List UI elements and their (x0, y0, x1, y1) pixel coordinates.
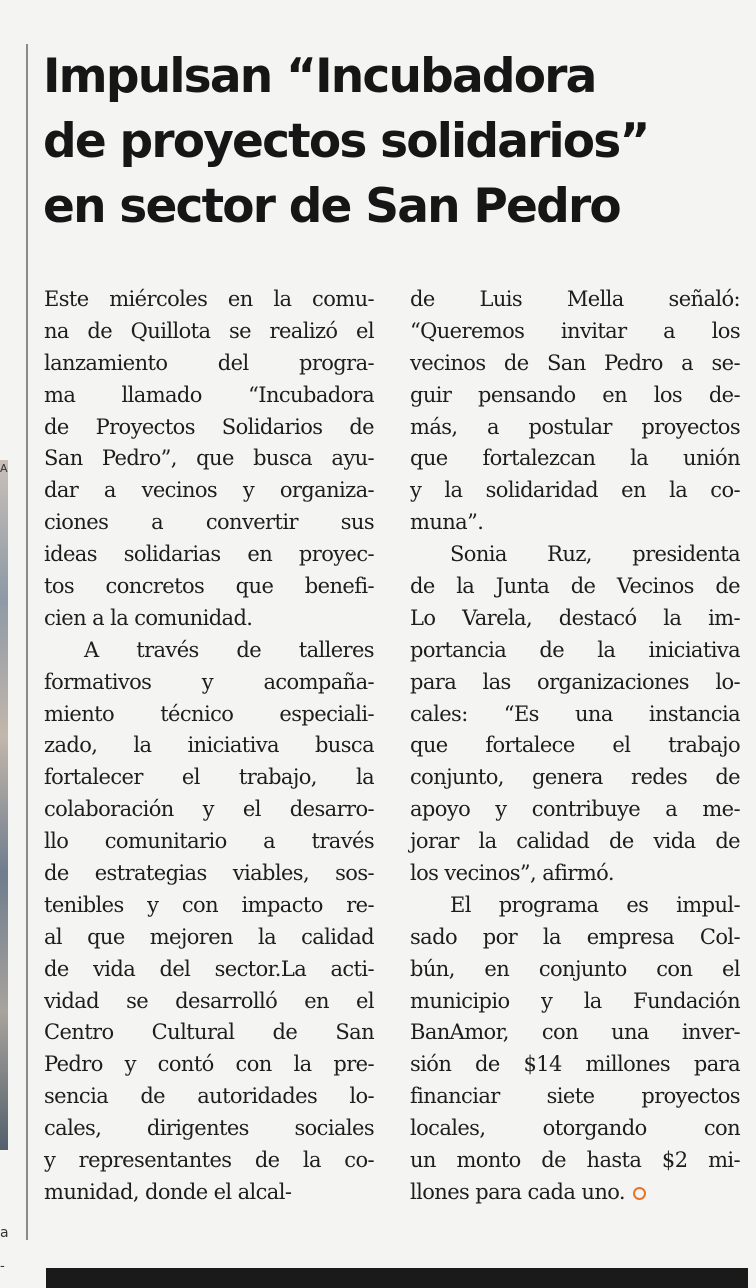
adjacent-photo-edge (0, 460, 8, 1150)
article-column-left (44, 284, 374, 1209)
article-text-line: bún, en conjunto con el (410, 956, 740, 981)
article-text-line: jorar la calidad de vida de (410, 829, 740, 854)
adjacent-text-fragment-bottom: a (0, 1225, 9, 1241)
headline-line: de proyectos solidarios” (43, 114, 649, 169)
article-text-line: municipio y la Fundación (410, 988, 740, 1013)
article-text-line: portancia de la iniciativa (410, 637, 740, 662)
article-text-line: San Pedro”, que busca ayu- (44, 446, 374, 471)
article-text-line: miento técnico especiali- (44, 701, 374, 726)
article-text-line: vecinos de San Pedro a se- (410, 350, 740, 375)
article-text-line: apoyo y contribuye a me- (410, 797, 740, 822)
adjacent-text-dash: - (0, 1258, 5, 1274)
article-headline (43, 44, 748, 239)
article-text-line: zado, la iniciativa busca (44, 733, 374, 758)
article-text-line: más, a postular proyectos (410, 414, 740, 439)
article-text-line: guir pensando en los de- (410, 382, 740, 407)
article-text-line: Pedro y contó con la pre- (44, 1052, 374, 1077)
article-text-line: los vecinos”, afirmó. (410, 861, 614, 886)
article-text-line: vidad se desarrolló en el (44, 988, 374, 1013)
article-text-line: sión de $14 millones para (410, 1052, 740, 1077)
headline-line: en sector de San Pedro (43, 179, 620, 234)
article-text-line: de Proyectos Solidarios de (44, 414, 374, 439)
article-text-line: A través de talleres (84, 637, 374, 662)
article-text-line: El programa es impul- (450, 892, 740, 917)
article-text-line: “Queremos invitar a los (410, 318, 740, 343)
end-of-article-circle-icon (633, 1187, 646, 1200)
article-text-line: y la solidaridad en la co- (410, 478, 740, 503)
article-text-line: Este miércoles en la comu- (44, 287, 374, 311)
article-text-line: ideas solidarias en proyec- (44, 542, 374, 567)
article-text-line: llo comunitario a través (44, 829, 374, 854)
article-text-line: para las organizaciones lo- (410, 669, 740, 694)
headline-line: Impulsan “Incubadora (43, 49, 596, 104)
article-text-line: formativos y acompaña- (44, 669, 374, 694)
article-text-line: que fortalezcan la unión (410, 446, 740, 471)
article-text-line: tenibles y con impacto re- (44, 892, 374, 917)
article-text-line: Lo Varela, destacó la im- (410, 605, 740, 630)
article-text-line: y representantes de la co- (44, 1148, 374, 1173)
article-text-line: tos concretos que benefi- (44, 574, 374, 599)
article-text-line: cales, dirigentes sociales (44, 1116, 374, 1141)
article-text-line: Centro Cultural de San (44, 1020, 374, 1045)
article-text-line: que fortalece el trabajo (410, 733, 740, 758)
adjacent-text-fragment-top: A (0, 462, 8, 475)
article-text-line: un monto de hasta $2 mi- (410, 1148, 740, 1173)
article-text-line: colaboración y el desarro- (44, 797, 374, 822)
column-divider-rule (26, 44, 28, 1240)
article-text-line: al que mejoren la calidad (44, 924, 374, 949)
article-text-line: na de Quillota se realizó el (44, 318, 374, 343)
article-text-line: cales: “Es una instancia (410, 701, 740, 726)
article-text-line: de la Junta de Vecinos de (410, 574, 740, 599)
article-text-line: de vida del sector.La acti- (44, 956, 374, 981)
article-text-line: fortalecer el trabajo, la (44, 765, 374, 790)
article-text-line: muna”. (410, 510, 484, 535)
article-column-right (410, 284, 740, 1209)
article-text-line: cien a la comunidad. (44, 605, 253, 630)
bottom-rule-bar (46, 1268, 748, 1288)
article-text-line: sencia de autoridades lo- (44, 1084, 374, 1109)
article-text-line: locales, otorgando con (410, 1116, 740, 1141)
article-text-line: lanzamiento del progra- (44, 350, 374, 375)
article-text-line: ciones a convertir sus (44, 510, 374, 535)
article-text-line: Sonia Ruz, presidenta (450, 542, 740, 567)
article-text-line: de estrategias viables, sos- (44, 861, 374, 886)
article-text-line: sado por la empresa Col- (410, 924, 740, 949)
article-text-line: llones para cada uno. (410, 1177, 740, 1209)
article-text-line: financiar siete proyectos (410, 1084, 740, 1109)
article-text-line: BanAmor, con una inver- (410, 1020, 740, 1045)
article-text-line: de Luis Mella señaló: (410, 287, 740, 311)
article-text-line: dar a vecinos y organiza- (44, 478, 374, 503)
article-text-line: ma llamado “Incubadora (44, 382, 374, 407)
article-text-line: conjunto, genera redes de (410, 765, 740, 790)
article-text-line: munidad, donde el alcal- (44, 1179, 292, 1204)
